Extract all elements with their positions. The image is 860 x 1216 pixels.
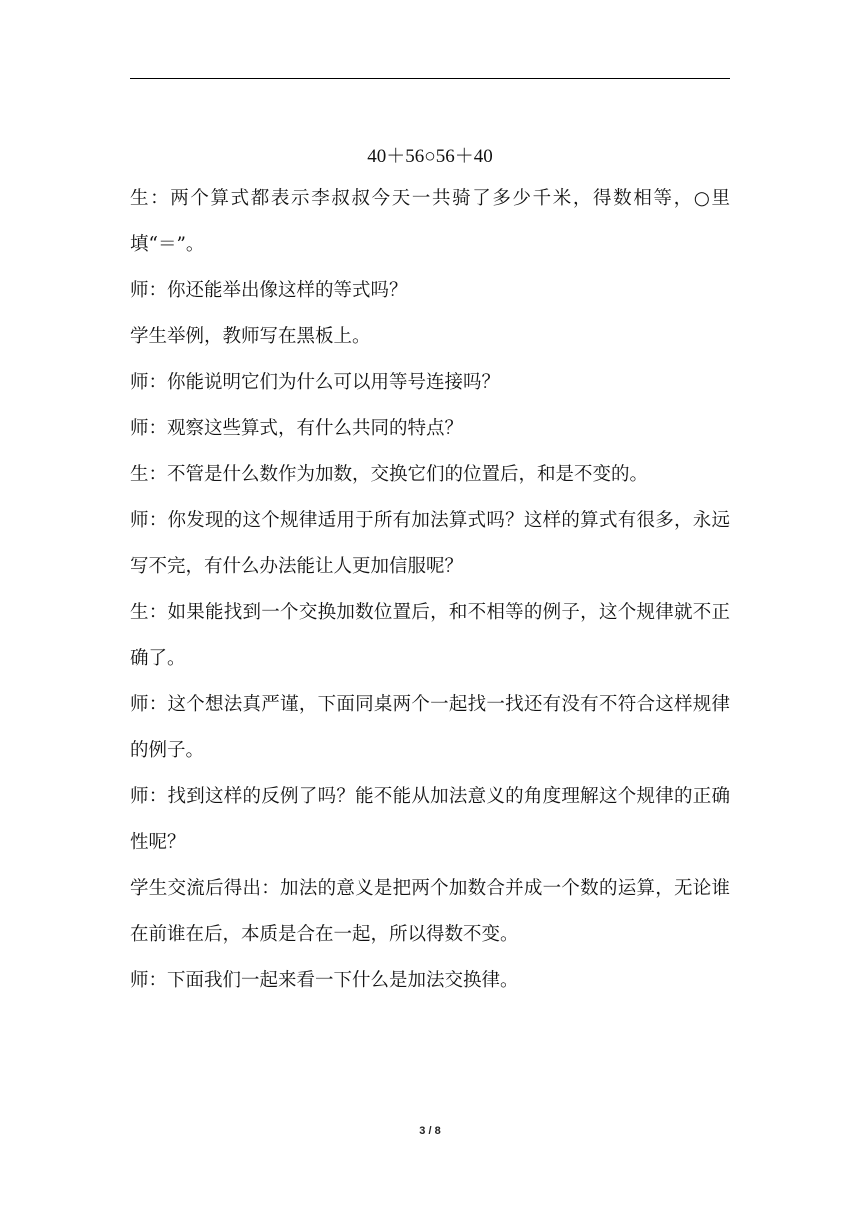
paragraph-4: 师：你能说明它们为什么可以用等号连接吗？ — [130, 372, 501, 393]
paragraph-1: 生：两个算式都表示李叔叔今天一共骑了多少千米，得数相等，○里填“＝”。 — [130, 188, 730, 255]
page-number: 3 / 8 — [419, 1125, 441, 1137]
paragraph-2: 师：你还能举出像这样的等式吗？ — [130, 280, 408, 301]
paragraph-12: 师：下面我们一起来看一下什么是加法交换律。 — [130, 970, 519, 991]
paragraph-11: 学生交流后得出：加法的意义是把两个加数合并成一个数的运算，无论谁在前谁在后，本质是合在一起，所以得数不变。 — [130, 878, 730, 945]
paragraph-8: 生：如果能找到一个交换加数位置后，和不相等的例子，这个规律就不正确了。 — [130, 602, 730, 669]
paragraph-6: 生：不管是什么数作为加数，交换它们的位置后，和是不变的。 — [130, 464, 649, 485]
document-body — [130, 138, 730, 1004]
equation: 40＋56○56＋40 — [367, 146, 493, 167]
header-rule — [130, 78, 730, 79]
paragraph-7: 师：你发现的这个规律适用于所有加法算式吗？这样的算式有很多，永远写不完，有什么办法能让人更加信服呢？ — [130, 510, 730, 577]
paragraph-9: 师：这个想法真严谨，下面同桌两个一起找一找还有没有不符合这样规律的例子。 — [130, 694, 730, 761]
paragraph-10: 师：找到这样的反例了吗？能不能从加法意义的角度理解这个规律的正确性呢？ — [130, 786, 730, 853]
paragraph-3: 学生举例，教师写在黑板上。 — [130, 326, 371, 347]
paragraph-5: 师：观察这些算式，有什么共同的特点？ — [130, 418, 464, 439]
